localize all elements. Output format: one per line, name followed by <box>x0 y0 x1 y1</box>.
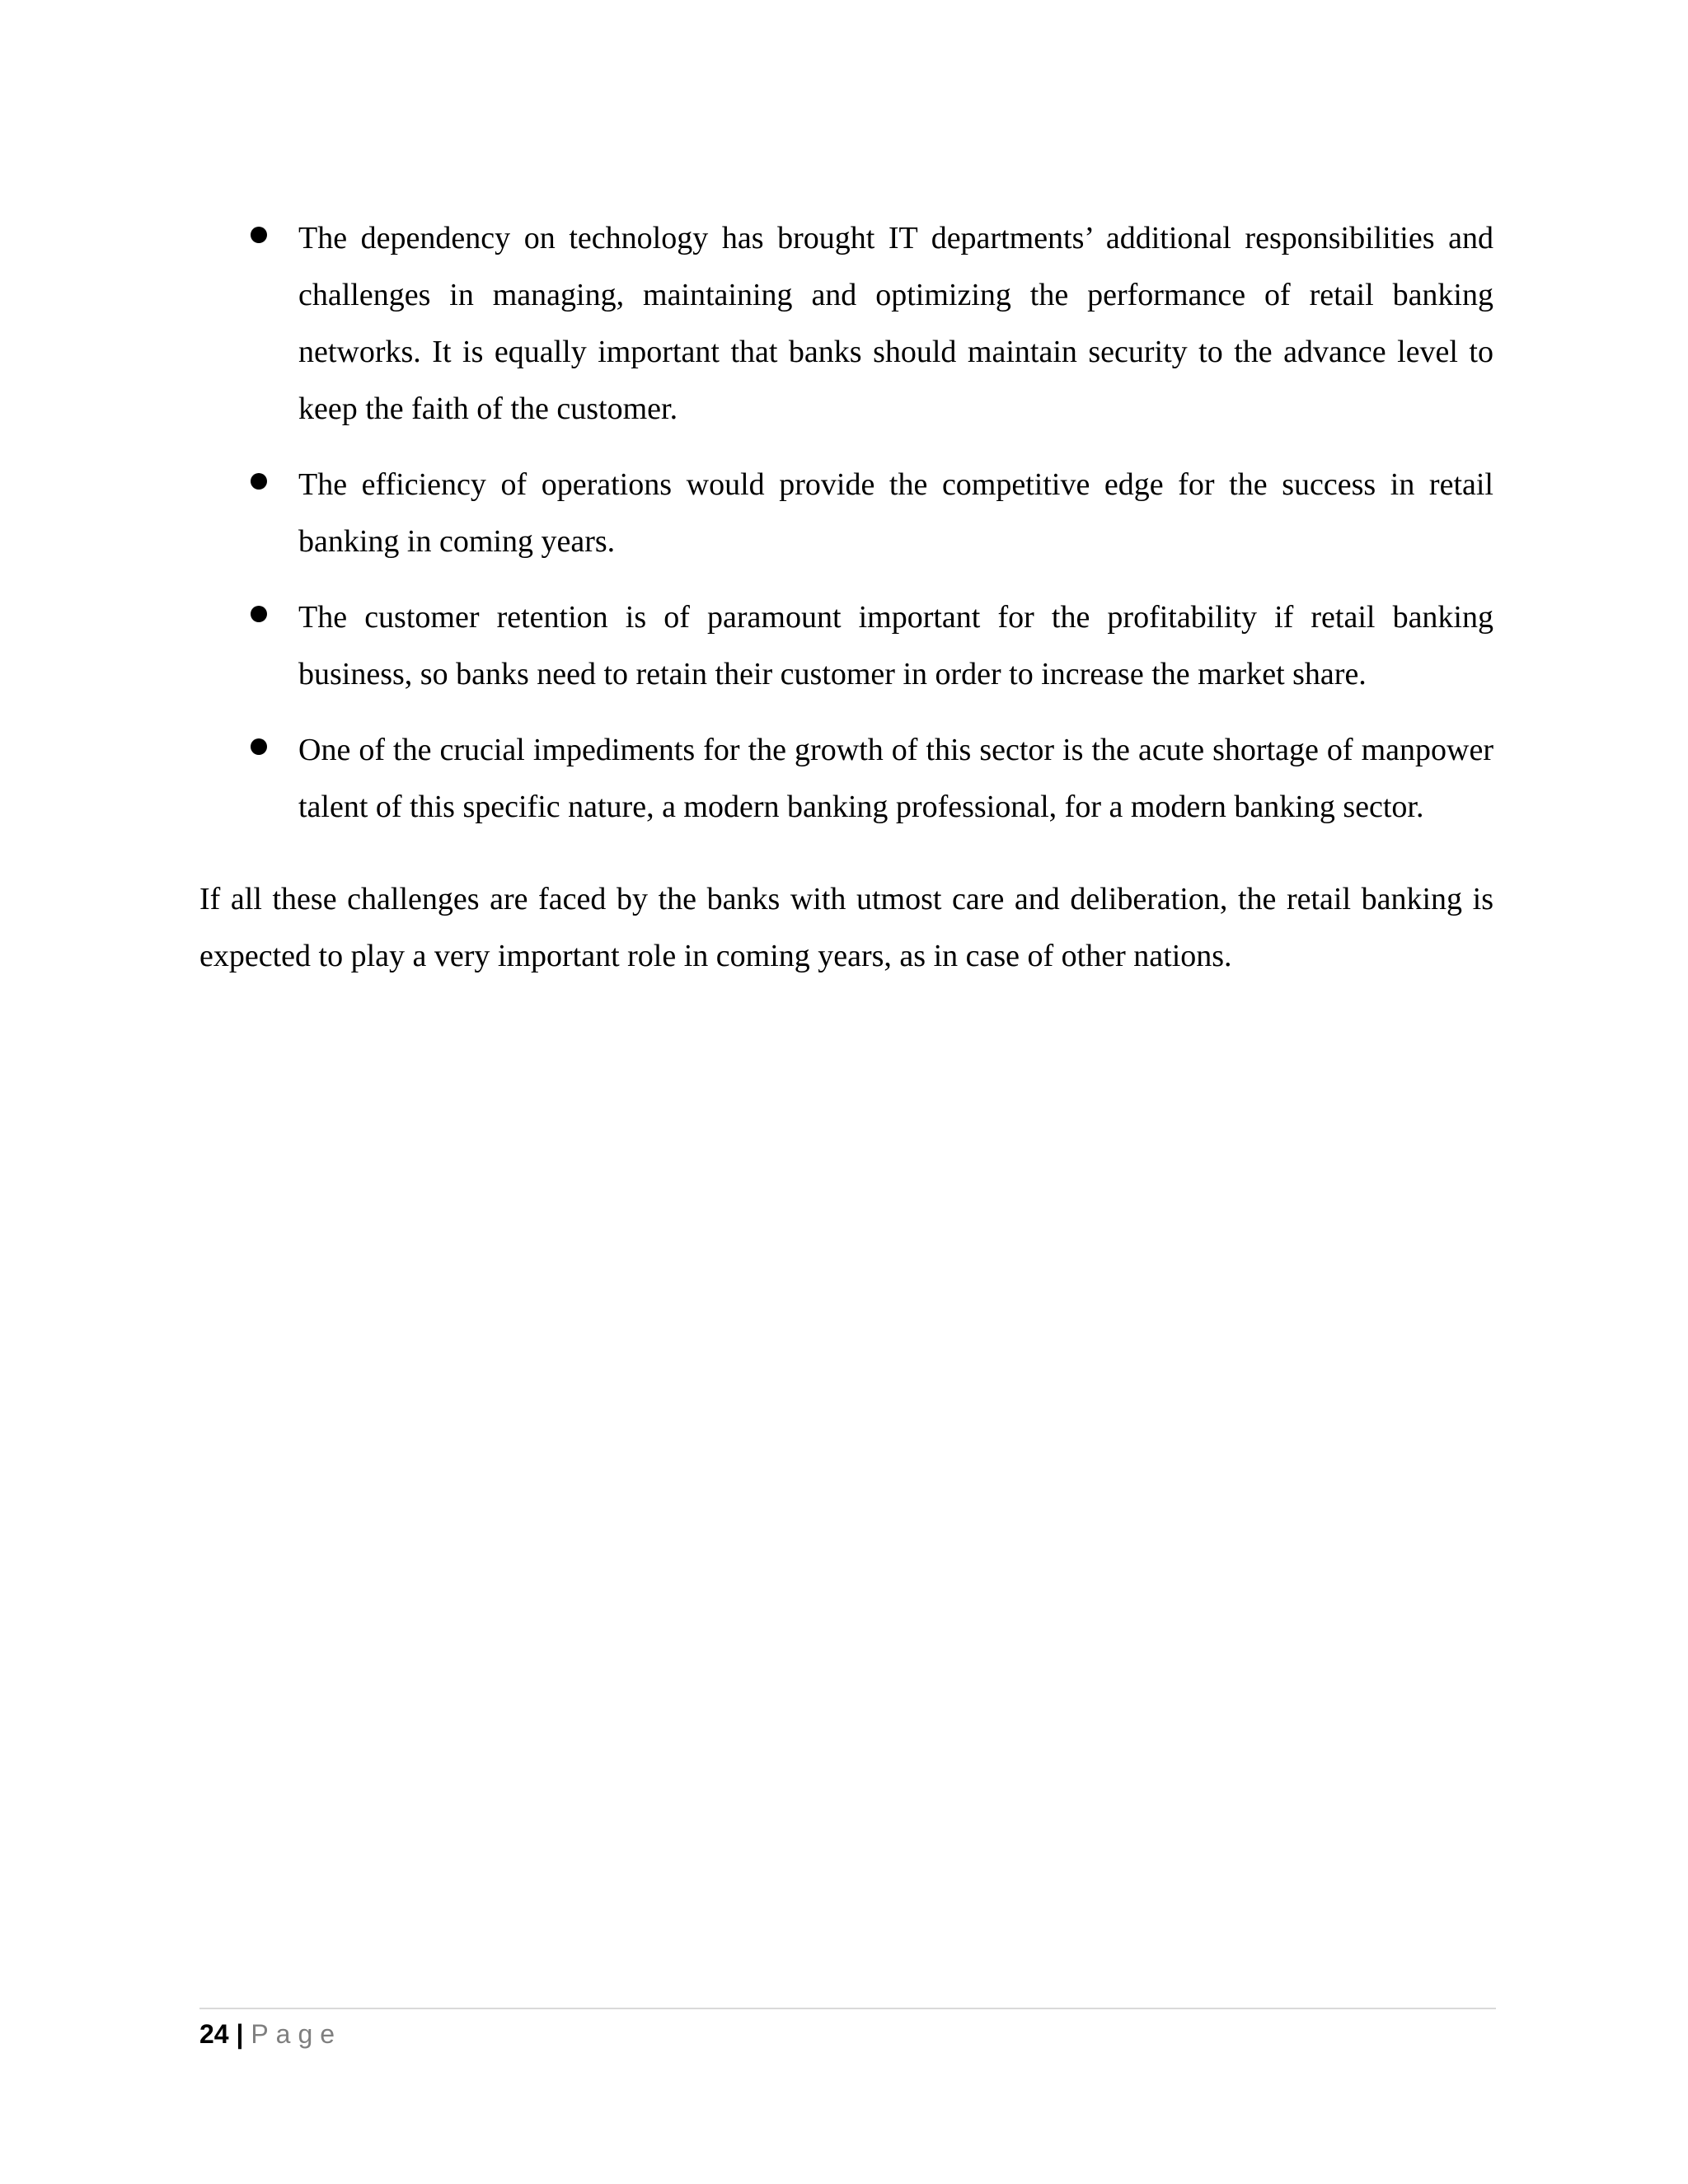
bullet-text: The dependency on technology has brought IT departments’ additional responsibilities and challenges in managing, maintaining and optimizing the performance of retail banking networks. It is equally important that banks should maintain security to the advance level to keep the faith of the customer. <box>298 221 1493 426</box>
bullet-item-retention <box>199 589 1493 703</box>
bullet-list <box>199 210 1493 836</box>
bullet-dot-icon <box>251 227 267 243</box>
bullet-dot-icon <box>251 738 267 755</box>
footer-divider <box>199 2008 1496 2009</box>
bullet-dot-icon <box>251 473 267 490</box>
page-content <box>199 210 1493 985</box>
bullet-text: The customer retention is of paramount important for the profitability if retail banking business, so banks need to retain their customer in order to increase the market share. <box>298 600 1493 691</box>
bullet-dot-icon <box>251 606 267 622</box>
bullet-item-manpower <box>199 722 1493 836</box>
bullet-item-technology <box>199 210 1493 438</box>
bullet-text: One of the crucial impediments for the growth of this sector is the acute shortage of manpower talent of this specific nature, a modern banking professional, for a modern banking sector. <box>298 733 1493 824</box>
page-number: 24 <box>199 2019 229 2049</box>
page-footer <box>199 2008 1496 2052</box>
page-separator: | <box>236 2019 244 2049</box>
page-label: Page <box>251 2019 343 2049</box>
closing-paragraph: If all these challenges are faced by the banks with utmost care and deliberation, the retail banking is expected to play a very important role in coming years, as in case of other nations. <box>199 882 1493 973</box>
bullet-item-efficiency <box>199 457 1493 570</box>
bullet-text: The efficiency of operations would provide the competitive edge for the success in retail banking in coming years. <box>298 467 1493 559</box>
footer-page-indicator <box>199 2016 1496 2052</box>
